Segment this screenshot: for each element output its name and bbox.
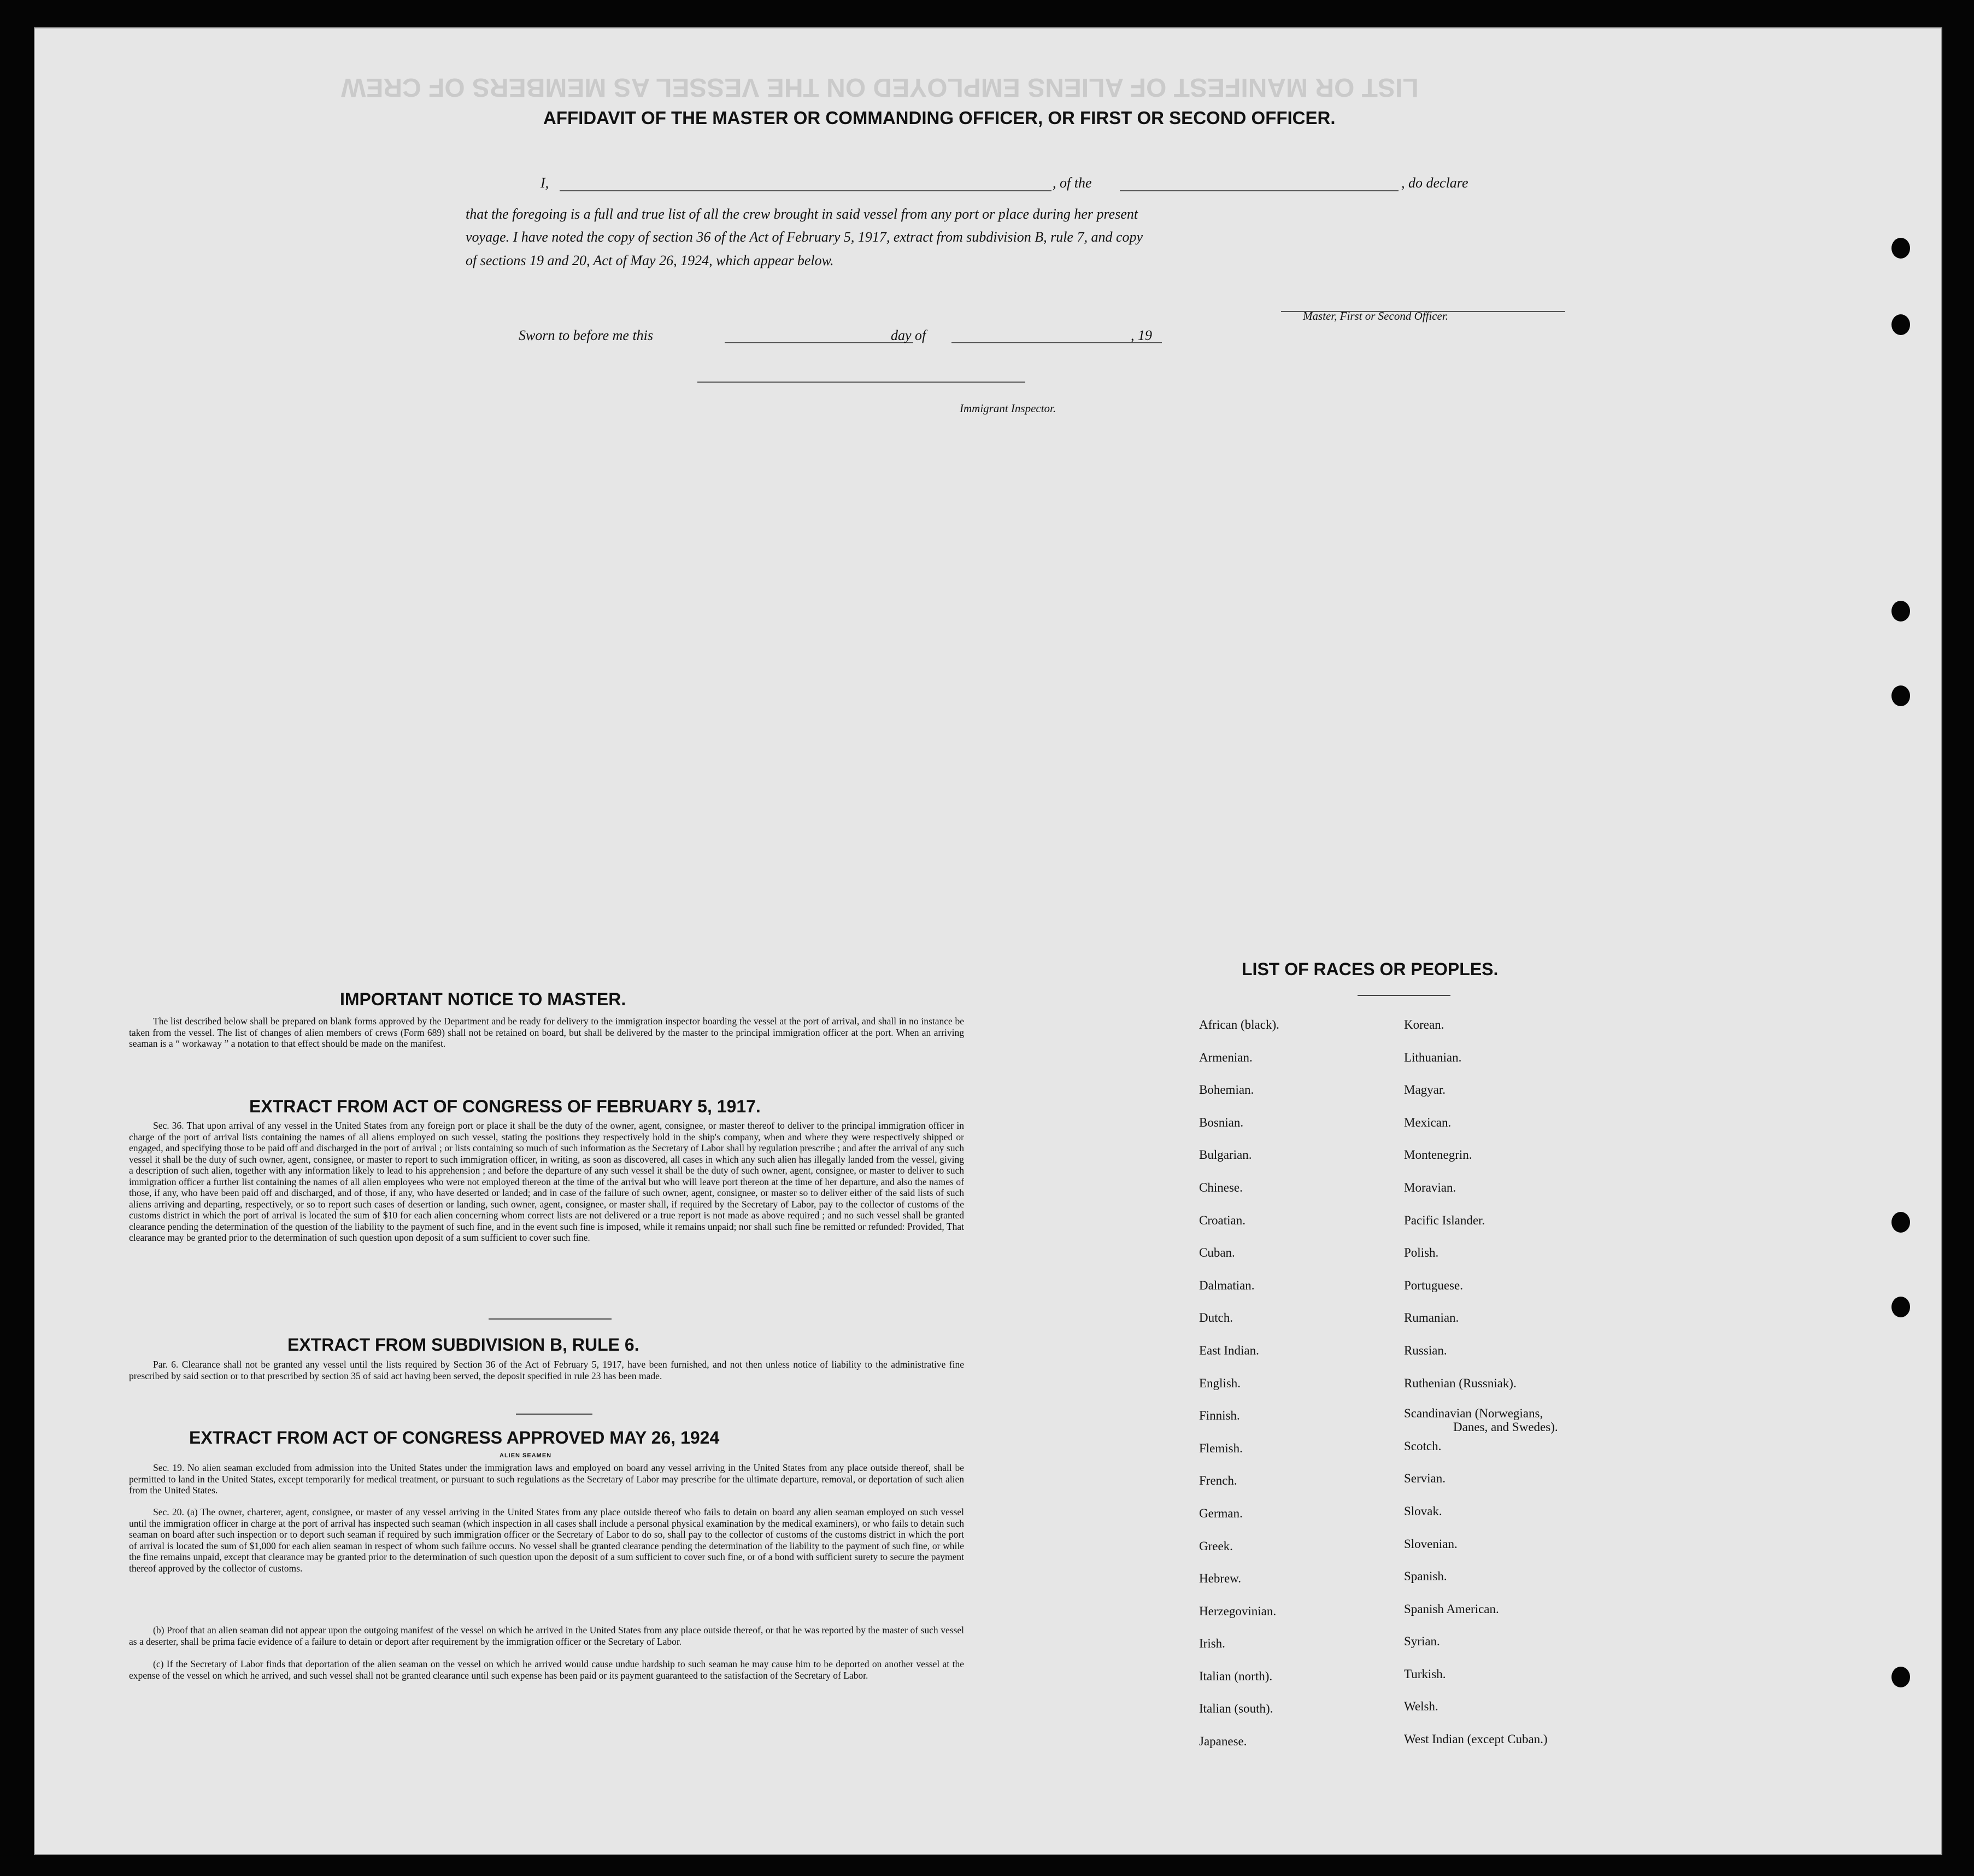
year-label: , 19 [1131, 327, 1152, 343]
race-item: Dalmatian. [1199, 1278, 1255, 1292]
affidavit-line-2: voyage. I have noted the copy of section 36 of the Act of February 5, 1917, extract from subdivision B, rule 7, and copy [466, 229, 1143, 245]
affidavit-of-the-label: , of the [1053, 175, 1092, 191]
name-field[interactable] [560, 190, 1051, 191]
race-item: Greek. [1199, 1539, 1233, 1553]
sworn-day-field[interactable] [725, 342, 913, 343]
affidavit-i-label: I, [540, 175, 549, 191]
race-item [1404, 1406, 1558, 1439]
race-item: Japanese. [1199, 1734, 1247, 1749]
race-item: Finnish. [1199, 1409, 1240, 1423]
race-item: Slovenian. [1404, 1537, 1458, 1551]
extract-1917-title: EXTRACT FROM ACT OF CONGRESS OF FEBRUARY 5, 1917. [249, 1097, 761, 1116]
punch-hole [1891, 685, 1910, 706]
punch-hole [1891, 238, 1910, 259]
race-item: Dutch. [1199, 1311, 1233, 1325]
race-item-scandinavian: Scandinavian (Norwegians, [1404, 1406, 1543, 1421]
race-item: Montenegrin. [1404, 1148, 1472, 1162]
race-item: Herzegovinian. [1199, 1604, 1277, 1618]
sec-20b-text: (b) Proof that an alien seaman did not appear upon the outgoing manifest of the vessel on which he arrived in the United States from any place outside thereof, or that he was reported by the master of such vessel as a deserter, shall be prima facie evidence of a failure to detain or deport after requirement by the immigration officer or the Secretary of Labor. [129, 1625, 964, 1647]
race-item: West Indian (except Cuban.) [1404, 1732, 1548, 1746]
master-signature-label: Master, First or Second Officer. [1303, 309, 1448, 323]
race-item: Mexican. [1404, 1115, 1452, 1129]
inspector-label: Immigrant Inspector. [960, 402, 1056, 415]
punch-hole [1891, 1212, 1910, 1233]
affidavit-declare-label: , do declare [1401, 175, 1468, 191]
race-item: Ruthenian (Russniak). [1404, 1376, 1517, 1390]
race-item: Polish. [1404, 1246, 1439, 1260]
race-item: Italian (north). [1199, 1669, 1273, 1683]
race-item: English. [1199, 1376, 1241, 1390]
race-item: Armenian. [1199, 1050, 1253, 1064]
race-item: Moravian. [1404, 1180, 1456, 1194]
sec-20c-text: (c) If the Secretary of Labor finds that deportation of the alien seaman on the vessel on which he arrived would cause undue hardship to such seaman he may cause him to be deported on another vessel at the expense of the vessel on which he arrived, and such vessel shall not be granted clearance until such expense has been paid or its payment guaranteed to the satisfaction of the Secretary of Labor. [129, 1658, 964, 1681]
race-item: Hebrew. [1199, 1572, 1242, 1586]
race-item: Spanish American. [1404, 1602, 1499, 1616]
bleed-through-heading: LIST OR MANIFEST OF ALIENS EMPLOYED ON THE VESSEL AS MEMBERS OF CREW [341, 73, 1419, 102]
extract-1924-subtitle: ALIEN SEAMEN [500, 1452, 552, 1459]
affidavit-line-1: that the foregoing is a full and true list of all the crew brought in said vessel from any port or place during her present [466, 206, 1138, 222]
notice-text: The list described below shall be prepared on blank forms approved by the Department and be ready for delivery to the immigration inspector boarding the vessel at the port of arrival, and shall in no instance be taken from the vessel. The list of changes of alien members of crews (Form 689) shall not be retained on board, but shall be delivered by the master to the principal immigration officer at the port. When an arriving seaman is a “ workaway ” a notation to that effect should be made on the manifest. [129, 1016, 964, 1049]
race-item: Chinese. [1199, 1180, 1243, 1194]
race-item: German. [1199, 1506, 1243, 1520]
notice-title: IMPORTANT NOTICE TO MASTER. [340, 989, 626, 1009]
race-item: Croatian. [1199, 1213, 1246, 1227]
race-item: Servian. [1404, 1472, 1446, 1486]
day-of-label: day of [891, 327, 926, 343]
race-item: French. [1199, 1474, 1237, 1488]
races-right-column [1404, 1018, 1558, 1765]
race-item: Turkish. [1404, 1667, 1446, 1681]
race-item: Scotch. [1404, 1439, 1442, 1453]
section-divider-1 [489, 1318, 612, 1320]
affidavit-title: AFFIDAVIT OF THE MASTER OR COMMANDING OFFICER, OR FIRST OR SECOND OFFICER. [543, 108, 1336, 128]
punch-hole [1891, 601, 1910, 622]
section-divider-2 [516, 1414, 592, 1415]
race-item: Spanish. [1404, 1569, 1447, 1584]
extract-1917-text: Sec. 36. That upon arrival of any vessel in the United States from any foreign port or place it shall be the duty of the owner, agent, consignee, or master thereof to deliver to the principal immigration officer in charge of the port of arrival lists containing the names of all aliens employed on such vessel, stating the positions they respectively hold in the ship's company, when and where they were respectively shipped or engaged, and specifying those to be paid off and discharged in the port of arrival ; or lists containing so much of such information as the Secretary of Labor shall by regulation prescribe ; and after the arrival of any such vessel it shall be the duty of such owner, agent, consignee, or master to report to such immigration officer, in writing, as soon as discovered, all cases in which any such alien has illegally landed from the vessel, giving a description of such alien, together with any information likely to lead to his apprehension ; and before the departure of any such vessel it shall be the duty of such owner, agent, consignee, or master to deliver to such immigration officer a further list containing the names of all alien employees who were not employed thereon at the time of the arrival but who will leave port thereon at the time of her departure, and also the names of those, if any, who have been paid off and discharged, and of those, if any, who have deserted or landed; and in case of the failure of such owner, agent, consignee, or master so to deliver either of the said lists of such aliens arriving and departing, respectively, or so to report such cases of desertion or landing, such owner, agent, consignee, or master shall, if required by the Secretary of Labor, pay to the collector of customs of the customs district in which the port of arrival is located the sum of $10 for each alien concerning whom correct lists are not delivered or a true report is not made as above required ; and no such vessel shall be granted clearance pending the determination of the question of the liability to the payment of such fine, and in the event such fine is imposed, while it remains unpaid; nor shall such fine be remitted or refunded: Provided, That clearance may be granted prior to the determination of such question upon deposit of a sum sufficient to cover such fine. [129, 1120, 964, 1243]
race-item: Cuban. [1199, 1246, 1235, 1260]
race-item: Slovak. [1404, 1504, 1442, 1518]
affidavit-line-3: of sections 19 and 20, Act of May 26, 1924, which appear below. [466, 253, 834, 268]
race-item: Bosnian. [1199, 1115, 1244, 1129]
race-item: African (black). [1199, 1018, 1279, 1031]
race-item: Welsh. [1404, 1699, 1438, 1714]
races-title: LIST OF RACES OR PEOPLES. [1242, 959, 1499, 979]
extract-rule-title: EXTRACT FROM SUBDIVISION B, RULE 6. [287, 1335, 639, 1355]
race-item: Magyar. [1404, 1083, 1446, 1097]
races-divider [1358, 995, 1450, 996]
form-page [34, 27, 1942, 1855]
race-item: Bohemian. [1199, 1083, 1254, 1097]
sworn-label: Sworn to before me this [519, 327, 654, 343]
race-item: Flemish. [1199, 1441, 1243, 1455]
race-item: Rumanian. [1404, 1311, 1459, 1325]
race-item: Bulgarian. [1199, 1148, 1252, 1162]
punch-hole [1891, 1667, 1910, 1687]
race-item: Syrian. [1404, 1634, 1440, 1649]
race-item-scandinavian-cont: Danes, and Swedes). [1453, 1420, 1558, 1434]
vessel-field[interactable] [1120, 190, 1399, 191]
race-item: Italian (south). [1199, 1702, 1273, 1716]
races-left-column [1199, 1018, 1279, 1767]
race-item: East Indian. [1199, 1343, 1259, 1357]
inspector-signature-field[interactable] [697, 382, 1025, 383]
race-item: Russian. [1404, 1343, 1447, 1357]
sec-19-text: Sec. 19. No alien seaman excluded from admission into the United States under the immigration laws and employed on board any vessel arriving in the United States from any place outside thereof, shall be permitted to land in the United States, except temporarily for medical treatment, or pursuant to such regulations as the Secretary of Labor may prescribe for the ultimate departure, removal, or deportation of such alien from the United States. [129, 1462, 964, 1496]
race-item: Irish. [1199, 1637, 1225, 1651]
race-item: Lithuanian. [1404, 1050, 1462, 1064]
race-item: Korean. [1404, 1018, 1444, 1031]
race-item: Pacific Islander. [1404, 1213, 1485, 1227]
extract-rule-text: Par. 6. Clearance shall not be granted any vessel until the lists required by Section 36 of the Act of February 5, 1917, have been furnished, and not then unless notice of liability to the administrative fine prescribed by said section or to that prescribed by section 35 of said act having been served, the deposit specified in rule 23 has been made. [129, 1359, 964, 1381]
punch-hole [1891, 314, 1910, 335]
sec-20a-text: Sec. 20. (a) The owner, charterer, agent, consignee, or master of any vessel arriving in the United States from any place outside thereof who fails to detain on board any alien seaman employed on such vessel until the immigration officer in charge at the port of arrival has inspected such seaman (which inspection in all cases shall include a personal physical examination by the medical examiners), or who fails to detain such seaman on board after such inspection or to deport such seaman if required by such immigration officer or the Secretary of Labor to do so, shall pay to the collector of customs of the customs district in which the port of arrival is located the sum of $1,000 for each alien seaman in respect of whom such failure occurs. No vessel shall be granted clearance pending the determination of the liability to the payment of such fine, or while the fine remains unpaid, except that clearance may be granted prior to the determination of such question upon the deposit of a sum sufficient to cover such fine, or of a bond with sufficient surety to secure the payment thereof approved by the collector of customs. [129, 1506, 964, 1574]
punch-hole [1891, 1297, 1910, 1317]
race-item: Portuguese. [1404, 1278, 1463, 1292]
extract-1924-title: EXTRACT FROM ACT OF CONGRESS APPROVED MAY 26, 1924 [189, 1428, 720, 1447]
